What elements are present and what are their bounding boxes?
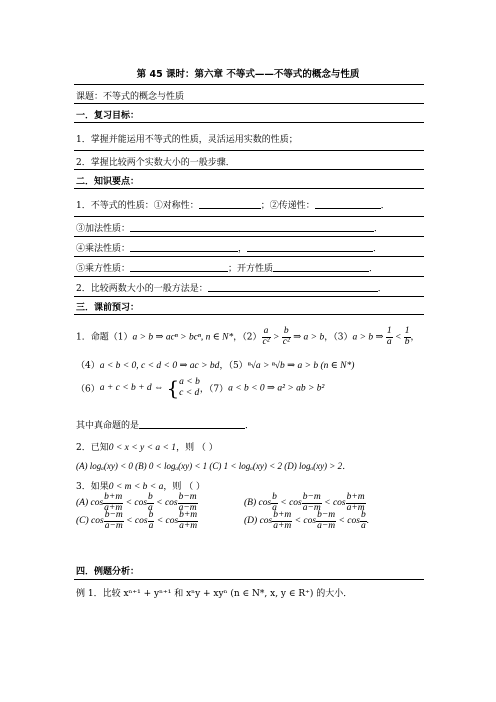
- q1-prop-1: a > b ⇒ acⁿ > bcⁿ, n ∈ N*: [132, 332, 234, 343]
- q1-prop-4: a < b < 0, c < d < 0 ⇒ ac > bd: [99, 361, 220, 371]
- answer-blank[interactable]: [130, 262, 228, 272]
- q3-line: [76, 479, 205, 492]
- left-brace: {: [166, 375, 180, 400]
- q1-sep-2: ，（2）: [233, 332, 262, 343]
- sec2-heading: 二．知识要点：: [76, 177, 140, 187]
- sec2-p3-row: ④乘法性质： ， ．: [74, 236, 424, 256]
- sec2-p2-row: ③加法性质： ．: [74, 216, 424, 236]
- q3-paren: ，则 （ ）: [163, 482, 206, 492]
- answer-blank[interactable]: [247, 242, 373, 252]
- example-1: 例 1．比较 xⁿ⁺¹ + yⁿ⁺¹ 和 xⁿy + xyⁿ (n ∈ N*, x, y ∈ R⁺) 的大小．: [76, 589, 353, 599]
- q1-sep-5: ，（5）: [219, 361, 248, 371]
- page-title: 第 45 课时：第六章 不等式——不等式的概念与性质: [136, 69, 360, 80]
- sec2-p4-label: ⑤乘方性质：: [76, 264, 131, 274]
- q1-sep-3: ，（3）: [324, 332, 353, 343]
- fraction: $\frac{1}{a}$: [386, 326, 392, 347]
- sec2-p5-row: 2．比较两数大小的一般方法是： ．: [74, 276, 424, 296]
- sec2-heading-row: [74, 169, 424, 188]
- sec1-item-row: [74, 150, 424, 169]
- sec3-body: [74, 314, 424, 531]
- q1-prop-6: a + c < b + d ⇔: [99, 382, 164, 393]
- sec2-p2-label: ③加法性质：: [76, 224, 131, 234]
- q3-option-a: (A) cos $\frac{b+m}{a+m}$ < cos $\frac{b}{a}$ < cos $\frac{b-m}{a-m}$: [76, 492, 197, 513]
- sec1-heading: 一．复习目标：: [76, 111, 140, 121]
- sec2-p1b-label: ；②传递性：: [260, 201, 315, 211]
- sec4-heading: 四．例题分析：: [76, 567, 140, 577]
- q1-line-1: 1．命题（1）a > b ⇒ acⁿ > bcⁿ, n ∈ N*，（2） $\frac{a}{\text{c²}}$ > $\frac{b}{\text{c²}}$ ⇒ a > b，（3）a > b ⇒ $\frac{1}{a}$ < $\frac{1}{b}$ ，: [76, 326, 420, 347]
- q3-option-c: (C) cos $\frac{b-m}{a-m}$ < cos $\frac{b}{a}$ < cos $\frac{b+m}{a+m}$: [76, 510, 198, 531]
- answer-blank[interactable]: [139, 419, 245, 429]
- sec1-heading-row: [74, 103, 424, 122]
- q3-option-b: (B) cos $\frac{b}{a}$ < cos $\frac{b-m}{a-m}$ < cos $\frac{b+m}{a+m}$: [244, 492, 365, 513]
- fraction: $\frac{b}{\text{c²}}$: [282, 326, 290, 347]
- topic-text: 课题：不等式的概念与性质: [76, 92, 185, 102]
- answer-blank[interactable]: [199, 199, 261, 209]
- sec2-p5-label: 2．比较两数大小的一般方法是：: [76, 284, 208, 294]
- q3-label: 3．如果: [76, 482, 109, 492]
- q1-prop-5: ⁿ√a > ⁿ√b ⇒ a > b (n ∈ N*): [247, 361, 355, 371]
- sec4-heading-row: [74, 560, 424, 579]
- answer-blank[interactable]: [273, 262, 369, 272]
- answer-blank[interactable]: [208, 282, 378, 292]
- q2-options: (A) logₐ(xy) < 0 (B) 0 < logₐ(xy) < 1 (C) 1 < logₐ(xy) < 2 (D) logₐ(xy) > 2．: [76, 461, 352, 471]
- sec1-item-1: 1．掌握并能运用不等式的性质，灵活运用实数的性质；: [76, 135, 298, 145]
- q1-sep-6: （6）: [76, 384, 100, 395]
- q1-answer-line: 其中真命题的是 ．: [76, 421, 255, 431]
- sec2-p4b-label: ；开方性质: [228, 264, 274, 274]
- fraction: $\frac{a}{\text{c²}}$: [262, 326, 270, 347]
- sec1-item-row: [74, 122, 424, 150]
- q1-label: 1．命题（1）: [76, 332, 133, 343]
- q1-sep-7: ，（7）: [199, 384, 229, 395]
- q3-condition: 0 < m < b < a: [108, 482, 164, 492]
- sec4-ex1-row: [74, 579, 424, 603]
- sec3-heading-row: [74, 296, 424, 314]
- sec2-p1-label: 1．不等式的性质：①对称性：: [76, 201, 199, 211]
- topic-row: [74, 84, 424, 103]
- q2-paren: ，则 （ ）: [176, 443, 218, 453]
- q3-option-d: (D) cos $\frac{b+m}{a+m}$ < cos $\frac{b-m}{a-m}$ < cos $\frac{b}{a}$ .: [244, 510, 370, 531]
- answer-blank[interactable]: [315, 199, 381, 209]
- q1-prompt: 其中真命题的是: [76, 421, 140, 431]
- q2-line: [76, 440, 218, 453]
- answer-blank[interactable]: [130, 242, 238, 252]
- q1-sep-4: （4）: [76, 361, 100, 371]
- q1-line-3: [76, 377, 324, 399]
- q1-system: a < b c < d: [179, 377, 200, 398]
- sec2-p1-row: 1．不等式的性质：①对称性： ；②传递性： ．: [74, 188, 424, 216]
- sec2-p4-row: ⑤乘方性质： ；开方性质 ．: [74, 256, 424, 276]
- sec2-p3-label: ④乘法性质：: [76, 244, 131, 254]
- answer-blank[interactable]: [130, 222, 374, 232]
- sec3-heading: 三．课前预习：: [76, 303, 140, 313]
- q2-label: 2．已知: [76, 443, 109, 453]
- q1-line-2: [76, 358, 354, 371]
- sec1-item-2: 2．掌握比较两个实数大小的一般步骤．: [76, 158, 235, 168]
- q2-condition: 0 < x < y < a < 1: [108, 443, 177, 453]
- fraction: $\frac{1}{b}$: [404, 326, 410, 347]
- q1-prop-7: a < b < 0 ⇒ a² > ab > b²: [228, 383, 325, 394]
